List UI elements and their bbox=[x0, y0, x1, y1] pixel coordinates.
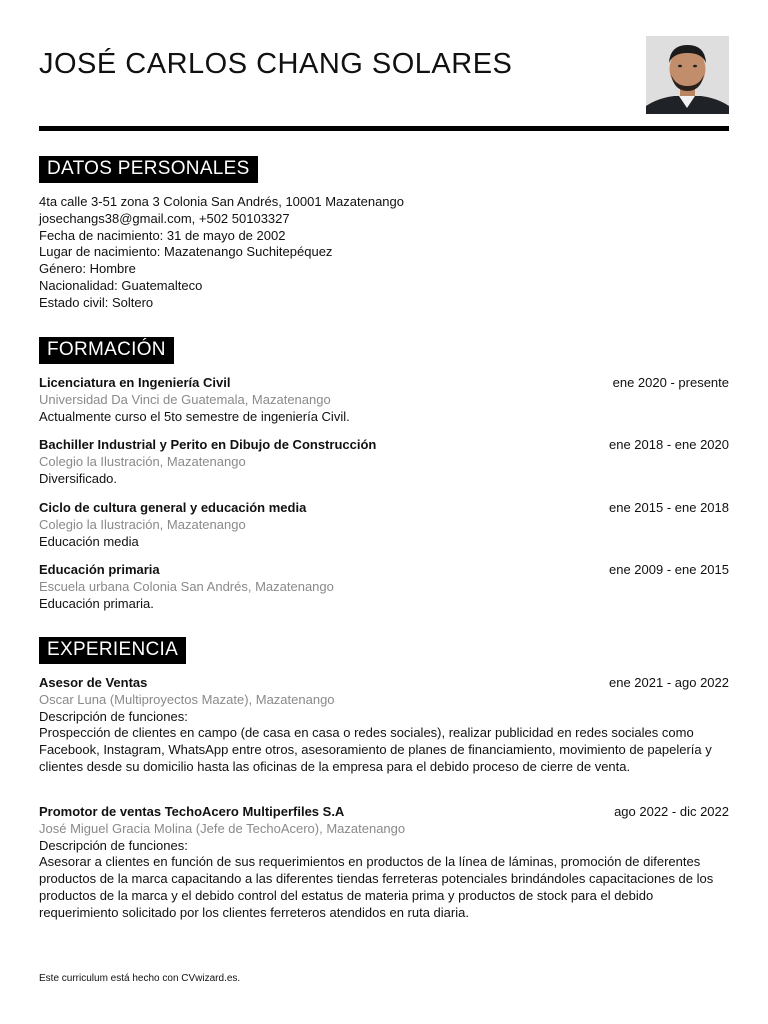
section-title-personal: DATOS PERSONALES bbox=[39, 156, 258, 183]
personal-gender: Género: Hombre bbox=[39, 261, 136, 277]
entry-description: Actualmente curso el 5to semestre de ingeniería Civil. bbox=[39, 408, 350, 424]
entry-title: Asesor de Ventas bbox=[39, 675, 148, 690]
entry-description-label: Descripción de funciones: bbox=[39, 837, 188, 853]
entry-description-label: Descripción de funciones: bbox=[39, 708, 188, 724]
entry-title: Ciclo de cultura general y educación media bbox=[39, 500, 307, 515]
personal-birthplace: Lugar de nacimiento: Mazatenango Suchitepéquez bbox=[39, 244, 333, 260]
personal-nationality: Nacionalidad: Guatemalteco bbox=[39, 277, 203, 293]
education-entry bbox=[39, 562, 729, 612]
candidate-name: JOSÉ CARLOS CHANG SOLARES bbox=[39, 48, 513, 80]
entry-date: ene 2009 - ene 2015 bbox=[609, 562, 729, 577]
experience-entry bbox=[39, 675, 729, 776]
resume-page bbox=[39, 0, 729, 1024]
personal-birthdate: Fecha de nacimiento: 31 de mayo de 2002 bbox=[39, 227, 286, 243]
entry-institution: Escuela urbana Colonia San Andrés, Mazatenango bbox=[39, 578, 334, 594]
personal-marital-status: Estado civil: Soltero bbox=[39, 294, 154, 310]
entry-date: ene 2020 - presente bbox=[612, 375, 729, 390]
entry-date: ene 2018 - ene 2020 bbox=[609, 437, 729, 452]
entry-institution: Colegio la Ilustración, Mazatenango bbox=[39, 516, 246, 532]
experience-entry bbox=[39, 804, 729, 922]
entry-institution: Universidad Da Vinci de Guatemala, Mazatenango bbox=[39, 391, 331, 407]
section-title-experience: EXPERIENCIA bbox=[39, 637, 186, 664]
personal-details bbox=[39, 194, 729, 312]
entry-description: Prospección de clientes en campo (de casa en casa o redes sociales), realizar publicidad en redes sociales como Facebook, Instagram, WhatsApp entre otros, asesoramiento de planes de financiamiento, movimiento de papelería y clientes desde su domicilio hasta las oficinas de la empresa para el debido proceso de cierre de venta. bbox=[39, 725, 712, 774]
entry-employer: José Miguel Gracia Molina (Jefe de TechoAcero), Mazatenango bbox=[39, 820, 406, 836]
profile-photo-portrait bbox=[646, 36, 729, 114]
section-title-education: FORMACIÓN bbox=[39, 337, 174, 364]
entry-institution: Colegio la Ilustración, Mazatenango bbox=[39, 453, 246, 469]
education-entry bbox=[39, 500, 729, 550]
entry-date: ene 2021 - ago 2022 bbox=[609, 675, 729, 690]
header-divider bbox=[39, 126, 729, 131]
footer-note: Este curriculum está hecho con CVwizard.es. bbox=[39, 973, 241, 984]
entry-title: Bachiller Industrial y Perito en Dibujo de Construcción bbox=[39, 437, 377, 452]
personal-address: 4ta calle 3-51 zona 3 Colonia San Andrés, 10001 Mazatenango bbox=[39, 194, 404, 209]
entry-title: Promotor de ventas TechoAcero Multiperfiles S.A bbox=[39, 804, 345, 819]
education-entry bbox=[39, 437, 729, 487]
profile-photo bbox=[646, 36, 729, 114]
entry-description: Educación primaria. bbox=[39, 595, 154, 611]
entry-date: ene 2015 - ene 2018 bbox=[609, 500, 729, 515]
entry-description: Diversificado. bbox=[39, 470, 118, 486]
personal-contact: josechangs38@gmail.com, +502 50103327 bbox=[39, 210, 290, 226]
entry-description: Educación media bbox=[39, 533, 139, 549]
entry-title: Licenciatura en Ingeniería Civil bbox=[39, 375, 231, 390]
entry-date: ago 2022 - dic 2022 bbox=[614, 804, 729, 819]
entry-description: Asesorar a clientes en función de sus requerimientos en productos de la línea de láminas, promoción de diferentes productos de la marca capacitando a las diferentes tiendas ferreteras potenciales brindándoles capacitaciones de los productos de la marca y el debido control del estatus de materia prima y productos de stock para el debido requerimiento solicitado por los clientes ferreteros atendidos en ruta diaria. bbox=[39, 854, 714, 920]
entry-title: Educación primaria bbox=[39, 562, 160, 577]
entry-employer: Oscar Luna (Multiproyectos Mazate), Mazatenango bbox=[39, 691, 335, 707]
education-entry bbox=[39, 375, 729, 425]
